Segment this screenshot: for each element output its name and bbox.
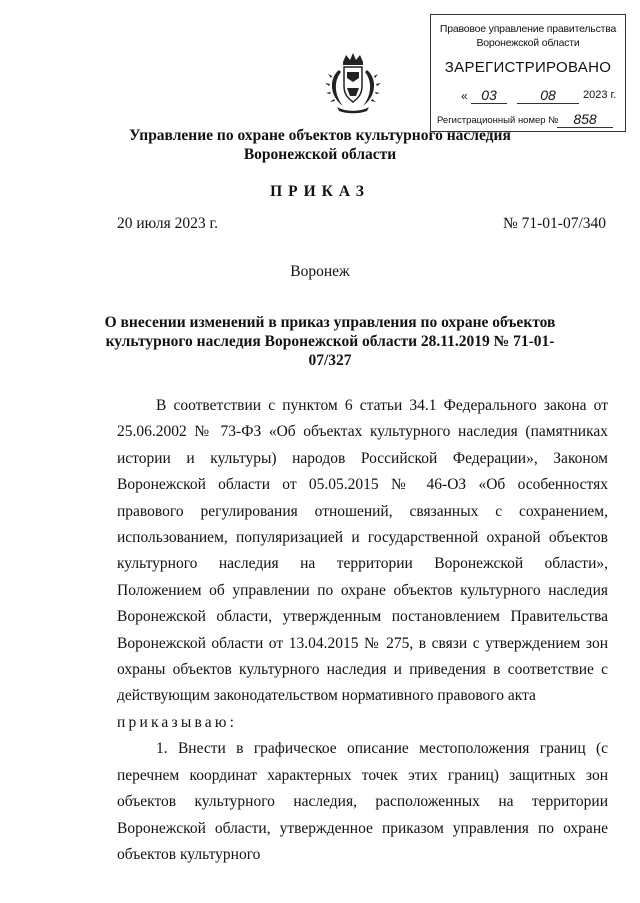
stamp-date-day: 03 (471, 87, 507, 104)
coat-of-arms-icon (323, 52, 383, 114)
order-word: приказываю: (117, 713, 238, 731)
order-item-1: 1. Внести в графическое описание местоположения границ (с перечнем координат характерных точек этих границ) защитных зон объектов культурного наследия, расположенных на территории Воронежской области, утвержденное приказом управления по охране объектов культурного (117, 740, 608, 863)
stamp-registered-label: ЗАРЕГИСТРИРОВАНО (444, 59, 612, 76)
document-title: О внесении изменений в приказ управления по охране объектов культурного наследия Воронежской области 28.11.2019 № 71-01-07/327 (104, 314, 556, 369)
stamp-authority-line1: Правовое управление правительства (439, 23, 617, 35)
organization-name-line2: Воронежской области (243, 146, 397, 163)
stamp-date-month: 08 (517, 87, 579, 104)
stamp-number-value: 858 (557, 111, 613, 128)
stamp-date-year: 2023 г. (583, 89, 617, 101)
stamp-authority-line2: Воронежской области (476, 37, 580, 49)
document-type-heading: ПРИКАЗ (270, 183, 370, 200)
stamp-date-quote: « (461, 89, 468, 103)
organization-name-line1: Управление по охране объектов культурного наследия (129, 127, 511, 144)
document-number: № 71-01-07/340 (502, 215, 606, 232)
document-body (117, 393, 608, 868)
document-date: 20 июля 2023 г. (117, 215, 218, 232)
stamp-number-label: Регистрационный номер № (437, 115, 559, 126)
registration-stamp (430, 14, 626, 132)
preamble-paragraph: В соответствии с пунктом 6 статьи 34.1 Федерального закона от 25.06.2002 № 73-ФЗ «Об объектах культурного наследия (памятниках истории и культуры) народов Российской Федерации», Законом Воронежской области от 05.05.2015 № 46-ОЗ «Об особенностях правового регулирования отношений, связанных с сохранением, использованием, популяризацией и государственной охраной объектов культурного наследия на территории Воронежской области», Положением об управлении по охране объектов культурного наследия Воронежской области, утвержденным постановлением Правительства Воронежской области от 13.04.2015 № 275, в связи с утверждением зон охраны объектов культурного наследия и приведения в соответствие с действующим законодательством нормативного правового акта (117, 397, 608, 705)
document-city: Воронеж (290, 263, 350, 280)
stamp-date-line (461, 87, 621, 107)
